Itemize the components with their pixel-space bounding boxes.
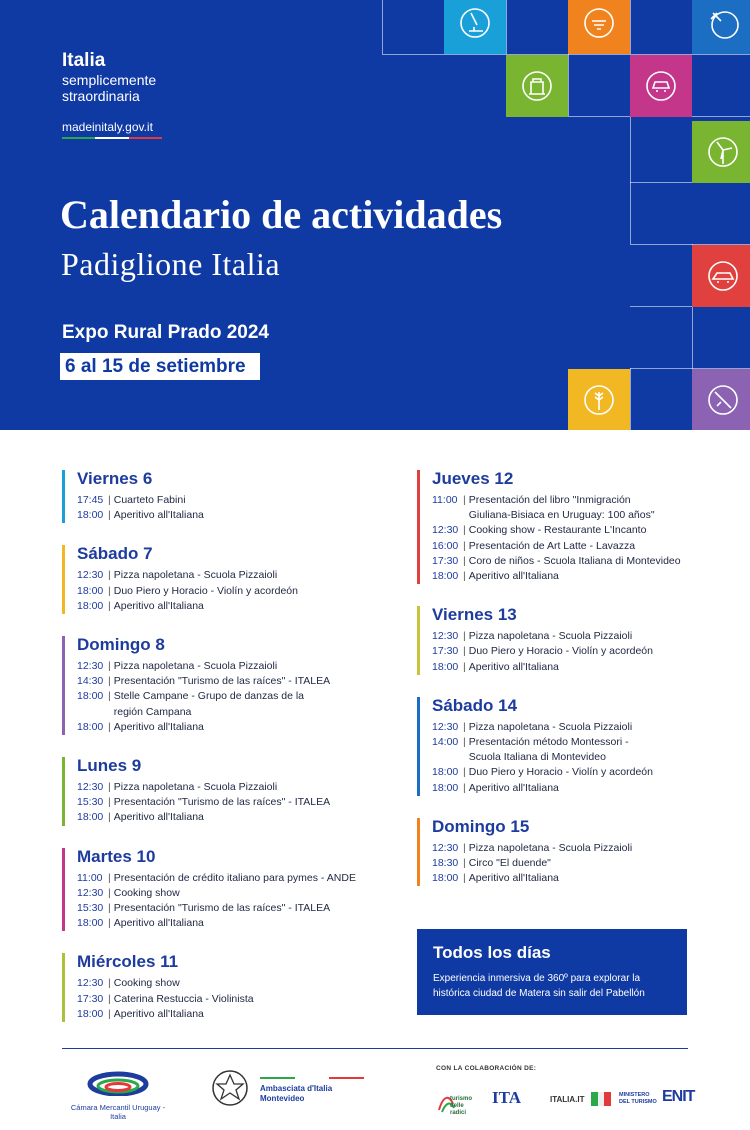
event-description: Presentación "Turismo de las raíces" - ITALEA — [113, 675, 331, 688]
event-time: 18:00 — [432, 781, 459, 794]
event-time: 12:30 — [77, 886, 104, 899]
schedule-right-column — [417, 468, 717, 906]
event-time: 12:30 — [432, 841, 459, 854]
event-separator: | — [463, 660, 466, 673]
event-row — [77, 780, 382, 795]
event-description: Presentación del libro "Inmigración Giuliana-Bisiaca en Uruguay: 100 años" — [468, 494, 655, 522]
todos-title: Todos los días — [433, 943, 551, 962]
day-block — [417, 468, 717, 584]
day-title: Martes 10 — [77, 846, 156, 866]
event-description: Presentación de crédito italiano para pymes - ANDE — [113, 871, 356, 884]
event-description: Duo Piero y Horacio - Violín y acordeón — [468, 645, 653, 658]
event-row — [432, 644, 717, 659]
day-title: Sábado 7 — [77, 544, 153, 564]
event-row — [432, 629, 717, 644]
event-description: Cooking show — [113, 977, 180, 990]
event-separator: | — [108, 584, 111, 597]
day-title: Domingo 8 — [77, 635, 165, 655]
event-separator: | — [108, 796, 111, 809]
day-color-bar — [62, 470, 65, 523]
event-row — [432, 856, 717, 871]
building-icon — [506, 55, 568, 117]
event-time: 11:00 — [432, 494, 458, 506]
event-time: 18:00 — [77, 1007, 104, 1020]
expo-dates: 6 al 15 de setiembre — [60, 353, 260, 380]
event-description: Pizza napoletana - Scuola Pizzaioli — [468, 841, 633, 854]
event-description: Presentación "Turismo de las raíces" - ITALEA — [113, 796, 331, 809]
day-color-bar — [417, 606, 420, 675]
event-separator: | — [108, 599, 111, 612]
event-separator: | — [463, 857, 466, 870]
event-description: Aperitivo all'Italiana — [113, 509, 204, 522]
brand-tagline-1: semplicemente — [62, 72, 157, 88]
event-description: Stelle Campane - Grupo de danzas de la región Campana — [113, 690, 305, 718]
car-icon — [692, 245, 750, 307]
event-description: Pizza napoletana - Scuola Pizzaioli — [113, 569, 278, 582]
event-separator: | — [108, 569, 111, 582]
event-description: Coro de niños - Scuola Italiana di Montevideo — [468, 554, 681, 567]
event-description: Pizza napoletana - Scuola Pizzaioli — [113, 781, 278, 794]
footer-divider — [62, 1048, 688, 1049]
event-description: Aperitivo all'Italiana — [468, 781, 559, 794]
event-row — [77, 599, 382, 614]
event-time: 18:00 — [432, 660, 459, 673]
camara-logo — [62, 1068, 174, 1121]
event-time: 14:00 — [432, 736, 459, 749]
event-time: 17:45 — [77, 494, 104, 506]
event-separator: | — [108, 977, 111, 990]
day-color-bar — [417, 818, 420, 887]
day-color-bar — [62, 757, 65, 826]
event-time: 12:30 — [77, 781, 104, 794]
event-row — [77, 508, 382, 523]
event-time: 17:30 — [432, 554, 459, 567]
event-time: 15:30 — [77, 796, 104, 809]
event-time: 12:30 — [432, 720, 459, 733]
event-separator: | — [463, 872, 466, 885]
day-color-bar — [417, 697, 420, 796]
event-description: Pizza napoletana - Scuola Pizzaioli — [468, 720, 633, 733]
page-title: Calendario de actividades — [60, 192, 503, 237]
event-separator: | — [463, 841, 466, 854]
event-description: Aperitivo all'Italiana — [113, 720, 204, 733]
day-block — [417, 604, 717, 675]
event-separator: | — [463, 720, 466, 733]
camara-caption: Cámara Mercantil Uruguay - Italia — [70, 1103, 166, 1121]
event-row — [77, 871, 382, 886]
page-subtitle: Padiglione Italia — [61, 246, 281, 282]
day-title: Viernes 6 — [77, 469, 153, 488]
satellite-icon — [692, 0, 750, 54]
day-block — [62, 755, 382, 826]
day-block — [62, 634, 382, 735]
event-row — [432, 765, 717, 780]
embassy-emblem-icon — [210, 1066, 250, 1117]
event-row — [77, 568, 382, 583]
event-row — [432, 841, 717, 856]
event-description: Aperitivo all'Italiana — [113, 917, 204, 930]
schedule-left-column — [62, 468, 382, 1042]
event-row — [432, 871, 717, 886]
sponsor-ita: ITA — [492, 1088, 521, 1107]
day-color-bar — [62, 953, 65, 1022]
event-row — [77, 901, 382, 916]
event-time: 16:00 — [432, 539, 459, 552]
embassy-line1: Ambasciata d'Italia — [260, 1084, 333, 1093]
sponsor-radici: turismo delle radici — [436, 1090, 478, 1119]
day-block — [62, 543, 382, 614]
event-row — [432, 735, 717, 765]
event-row — [432, 781, 717, 796]
event-time: 18:00 — [77, 584, 104, 597]
event-time: 18:00 — [77, 509, 104, 522]
todos-text: Experiencia inmersiva de 360º para explorar la histórica ciudad de Matera sin salir del Pabellón — [433, 973, 645, 999]
event-row — [77, 976, 382, 991]
event-description: Aperitivo all'Italiana — [113, 599, 204, 612]
event-row — [77, 674, 382, 689]
event-row — [432, 493, 717, 523]
brand-block — [62, 50, 156, 104]
event-separator: | — [108, 902, 111, 915]
event-time: 18:00 — [432, 872, 459, 885]
event-time: 15:30 — [77, 902, 104, 915]
event-row — [432, 554, 717, 569]
event-description: Aperitivo all'Italiana — [468, 872, 559, 885]
wheat-icon — [568, 369, 630, 430]
sponsor-enit: ENIT — [662, 1088, 695, 1105]
event-separator: | — [108, 886, 111, 899]
hero-banner — [0, 0, 750, 430]
event-separator: | — [108, 690, 111, 703]
event-separator: | — [108, 992, 111, 1005]
event-time: 18:00 — [77, 690, 104, 703]
brand-tagline-2: straordinaria — [62, 88, 140, 104]
event-time: 14:30 — [77, 675, 104, 688]
event-description: Cooking show - Restaurante L'Incanto — [468, 524, 647, 537]
event-description: Caterina Restuccia - Violinista — [113, 992, 254, 1005]
event-separator: | — [108, 509, 111, 522]
event-time: 17:30 — [77, 992, 104, 1005]
event-description: Pizza napoletana - Scuola Pizzaioli — [113, 660, 278, 673]
event-row — [77, 886, 382, 901]
day-color-bar — [62, 545, 65, 614]
event-row — [432, 660, 717, 675]
sponsor-italia-it: ITALIA.IT — [550, 1095, 585, 1104]
event-row — [432, 569, 717, 584]
day-block — [417, 816, 717, 887]
event-row — [77, 810, 382, 825]
event-description: Circo "El duende" — [468, 857, 551, 870]
event-row — [77, 795, 382, 810]
event-time: 12:30 — [432, 524, 459, 537]
vehicle-icon — [630, 55, 692, 117]
microscope-icon — [444, 0, 506, 54]
event-time: 11:00 — [77, 871, 103, 884]
event-separator: | — [463, 645, 466, 658]
event-time: 18:00 — [77, 720, 104, 733]
event-separator: | — [108, 781, 111, 794]
todos-los-dias-box — [417, 929, 687, 1015]
embassy-line2: Montevideo — [260, 1094, 305, 1103]
wind-turbine-icon — [692, 121, 750, 183]
day-title: Viernes 13 — [432, 605, 517, 625]
event-row — [432, 539, 717, 554]
event-separator: | — [463, 630, 466, 643]
day-title: Domingo 15 — [432, 816, 530, 836]
event-separator: | — [463, 736, 466, 749]
event-row — [77, 720, 382, 735]
brand-italia: Italia — [62, 50, 106, 71]
embassy-name — [260, 1084, 332, 1104]
tool-icon — [692, 369, 750, 430]
event-time: 18:00 — [432, 766, 459, 779]
event-time: 12:30 — [77, 569, 104, 582]
event-row — [77, 689, 382, 719]
event-description: Cuarteto Fabini — [113, 494, 186, 506]
event-row — [77, 584, 382, 599]
event-separator: | — [463, 554, 466, 567]
event-separator: | — [108, 675, 111, 688]
event-separator: | — [463, 766, 466, 779]
event-time: 12:30 — [77, 660, 104, 673]
event-separator: | — [108, 720, 111, 733]
event-separator: | — [463, 494, 466, 506]
expo-name: Expo Rural Prado 2024 — [62, 322, 269, 343]
sponsor-ministero: MINISTERO DEL TURISMO — [619, 1092, 657, 1105]
event-row — [432, 720, 717, 735]
sponsor-flag-icon — [591, 1092, 611, 1106]
event-row — [77, 992, 382, 1007]
event-description: Presentación de Art Latte - Lavazza — [468, 539, 636, 552]
day-block — [62, 951, 382, 1022]
day-block — [417, 695, 717, 796]
event-description: Aperitivo all'Italiana — [468, 570, 559, 583]
event-row — [77, 916, 382, 931]
event-separator: | — [108, 811, 111, 824]
event-separator: | — [108, 1007, 111, 1020]
brand-url-link[interactable]: madeinitaly.gov.it — [62, 120, 153, 134]
day-title: Miércoles 11 — [77, 952, 179, 972]
event-time: 12:30 — [77, 977, 104, 990]
event-description: Duo Piero y Horacio - Violín y acordeón — [113, 584, 298, 597]
collaboration-label: CON LA COLABORACIÓN DE: — [436, 1065, 537, 1072]
event-row — [77, 493, 382, 508]
event-time: 18:00 — [77, 811, 104, 824]
event-description: Presentación método Montessori - Scuola Italiana di Montevideo — [468, 736, 629, 764]
event-time: 12:30 — [432, 630, 459, 643]
day-title: Jueves 12 — [432, 469, 514, 488]
event-row — [77, 659, 382, 674]
event-row — [432, 523, 717, 538]
italian-flag-line — [62, 137, 162, 139]
event-separator: | — [108, 660, 111, 673]
event-description: Duo Piero y Horacio - Violín y acordeón — [468, 766, 653, 779]
event-separator: | — [108, 871, 111, 884]
event-time: 18:00 — [432, 570, 459, 583]
event-separator: | — [463, 524, 466, 537]
event-separator: | — [463, 781, 466, 794]
event-separator: | — [463, 570, 466, 583]
day-title: Lunes 9 — [77, 756, 142, 776]
event-description: Aperitivo all'Italiana — [113, 1007, 204, 1020]
event-separator: | — [463, 539, 466, 552]
event-time: 17:30 — [432, 645, 459, 658]
event-time: 18:30 — [432, 857, 459, 870]
day-title: Sábado 14 — [432, 695, 518, 715]
event-description: Aperitivo all'Italiana — [468, 660, 559, 673]
event-time: 18:00 — [77, 917, 104, 930]
embassy-flag-line — [260, 1077, 364, 1079]
event-time: 18:00 — [77, 599, 104, 612]
day-color-bar — [417, 470, 420, 584]
day-block — [62, 846, 382, 932]
camara-logo-icon — [62, 1068, 174, 1096]
event-separator: | — [108, 494, 111, 506]
event-row — [77, 1007, 382, 1022]
day-color-bar — [62, 636, 65, 735]
event-description: Presentación "Turismo de las raíces" - ITALEA — [113, 902, 331, 915]
event-description: Pizza napoletana - Scuola Pizzaioli — [468, 630, 633, 643]
event-description: Aperitivo all'Italiana — [113, 811, 204, 824]
food-icon — [568, 0, 630, 54]
day-color-bar — [62, 848, 65, 932]
event-description: Cooking show — [113, 886, 180, 899]
event-separator: | — [108, 917, 111, 930]
day-block — [62, 468, 382, 523]
